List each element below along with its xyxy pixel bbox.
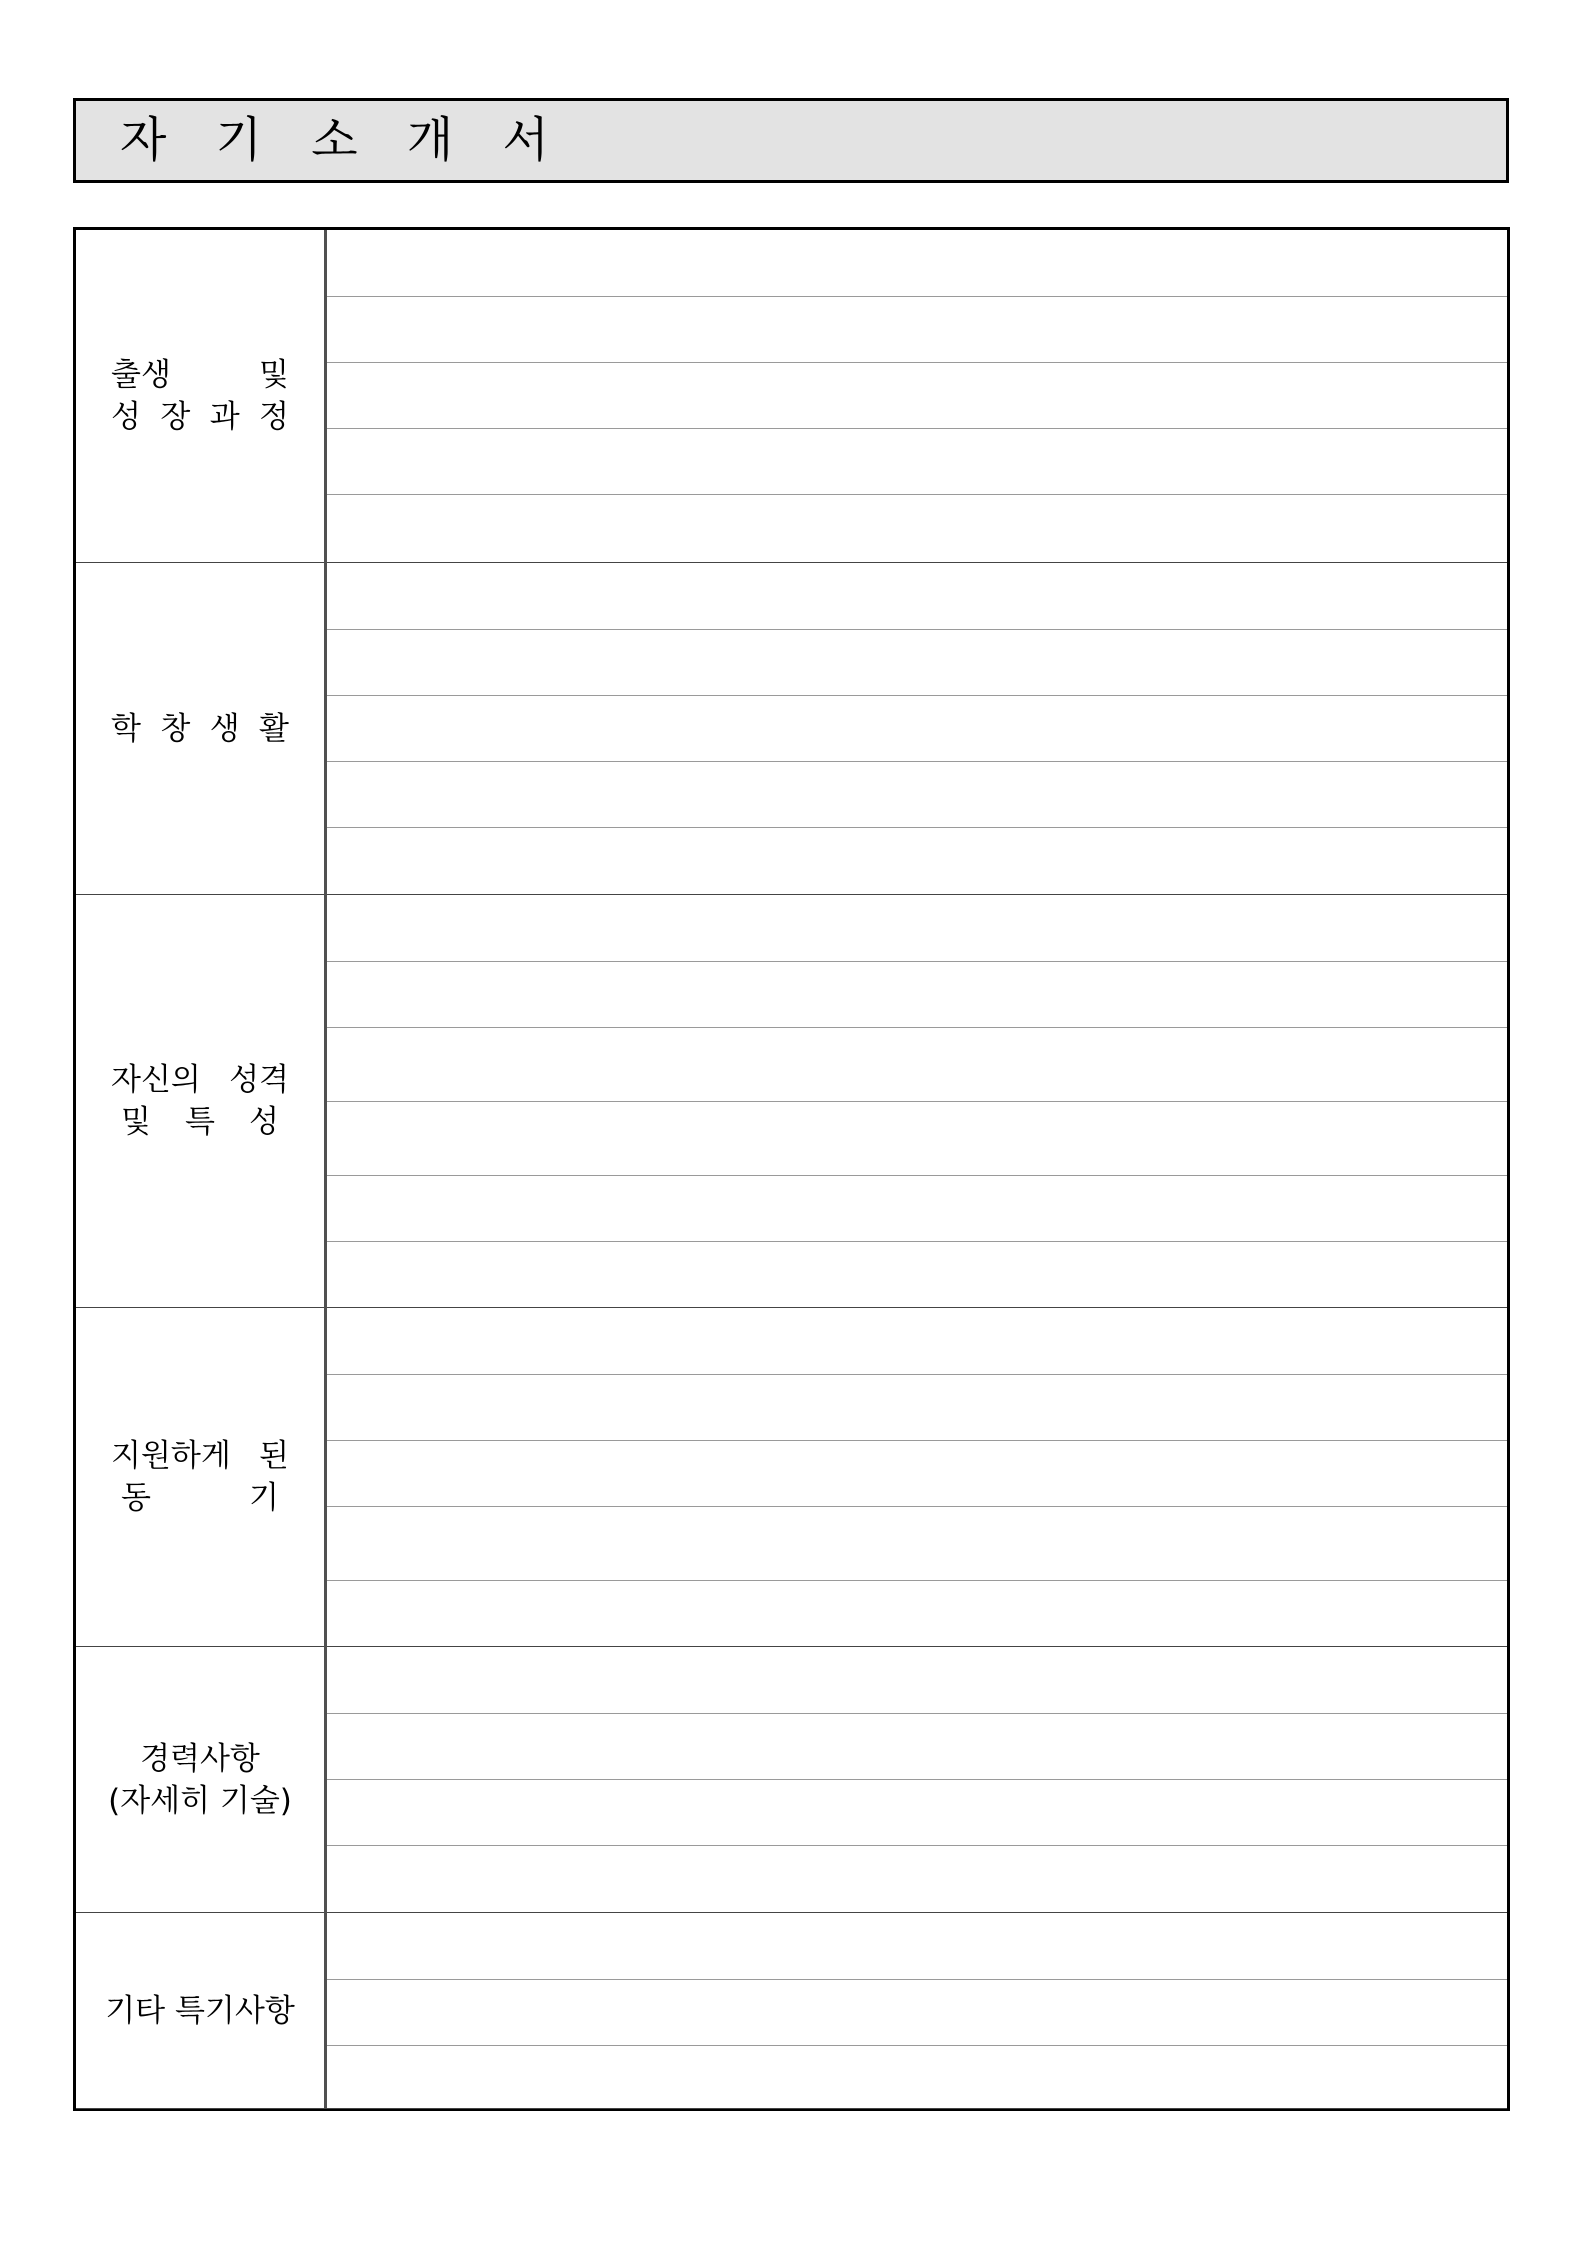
section-personality [76, 895, 1507, 1308]
ruled-line [327, 1580, 1507, 1581]
section-label-career [76, 1647, 324, 1912]
section-label-etc [76, 1913, 324, 2108]
label-word: 활 [259, 710, 289, 747]
ruled-line [327, 428, 1507, 429]
label-word: 장 [160, 399, 191, 435]
label-word: 성격 [229, 1062, 289, 1098]
write-area-school-life[interactable] [327, 563, 1507, 894]
label-line [111, 1435, 289, 1477]
section-label-motivation [76, 1308, 324, 1646]
ruled-line [327, 629, 1507, 630]
label-word: 정 [259, 399, 289, 435]
label-line: 경력사항 [140, 1740, 260, 1777]
ruled-line [327, 1027, 1507, 1028]
ruled-line [327, 362, 1507, 363]
ruled-line [327, 695, 1507, 696]
ruled-line [327, 1779, 1507, 1780]
label-line [111, 354, 289, 396]
ruled-line [327, 1374, 1507, 1375]
title-bar [73, 98, 1509, 183]
label-word: 기 [249, 1480, 279, 1516]
ruled-line [327, 1241, 1507, 1242]
section-label-birth-growth [76, 230, 324, 562]
ruled-line [327, 494, 1507, 495]
label-line [121, 1477, 279, 1519]
label-word: 된 [259, 1438, 289, 1474]
ruled-line [327, 761, 1507, 762]
ruled-line [327, 961, 1507, 962]
write-area-personality[interactable] [327, 895, 1507, 1307]
section-birth-growth [76, 230, 1507, 563]
self-introduction-form [73, 227, 1510, 2111]
write-area-etc[interactable] [327, 1913, 1507, 2108]
label-word: 창 [160, 710, 191, 747]
write-area-career[interactable] [327, 1647, 1507, 1912]
write-area-motivation[interactable] [327, 1308, 1507, 1646]
ruled-line [327, 827, 1507, 828]
label-word: 성 [249, 1104, 279, 1140]
write-area-birth-growth[interactable] [327, 230, 1507, 562]
label-word: 특 [185, 1104, 215, 1140]
label-word: 및 [259, 357, 289, 393]
ruled-line [327, 1713, 1507, 1714]
label-word: 자신의 [111, 1062, 201, 1098]
label-line [121, 1101, 279, 1143]
label-word: 및 [121, 1104, 151, 1140]
section-school-life [76, 563, 1507, 895]
section-label-school-life [76, 563, 324, 894]
document-title: 자 기 소 개 서 [120, 112, 566, 168]
section-motivation [76, 1308, 1507, 1647]
label-word: 생 [209, 710, 240, 747]
label-word: 동 [121, 1480, 151, 1516]
ruled-line [327, 296, 1507, 297]
label-line [111, 708, 289, 750]
label-word: 지원하게 [111, 1438, 231, 1474]
ruled-line [327, 1506, 1507, 1507]
label-line: 기타 특기사항 [105, 1992, 295, 2029]
section-label-personality [76, 895, 324, 1307]
label-line [111, 396, 289, 438]
label-line: (자세히 기술) [108, 1782, 292, 1819]
label-word: 성 [111, 399, 141, 435]
label-line [111, 1059, 289, 1101]
label-word: 학 [111, 710, 141, 747]
ruled-line [327, 1175, 1507, 1176]
label-word: 출생 [111, 357, 171, 393]
ruled-line [327, 1440, 1507, 1441]
ruled-line [327, 1845, 1507, 1846]
ruled-line [327, 1979, 1507, 1980]
ruled-line [327, 2045, 1507, 2046]
ruled-line [327, 1101, 1507, 1102]
section-career [76, 1647, 1507, 1913]
section-etc [76, 1913, 1507, 2109]
label-word: 과 [209, 399, 240, 435]
